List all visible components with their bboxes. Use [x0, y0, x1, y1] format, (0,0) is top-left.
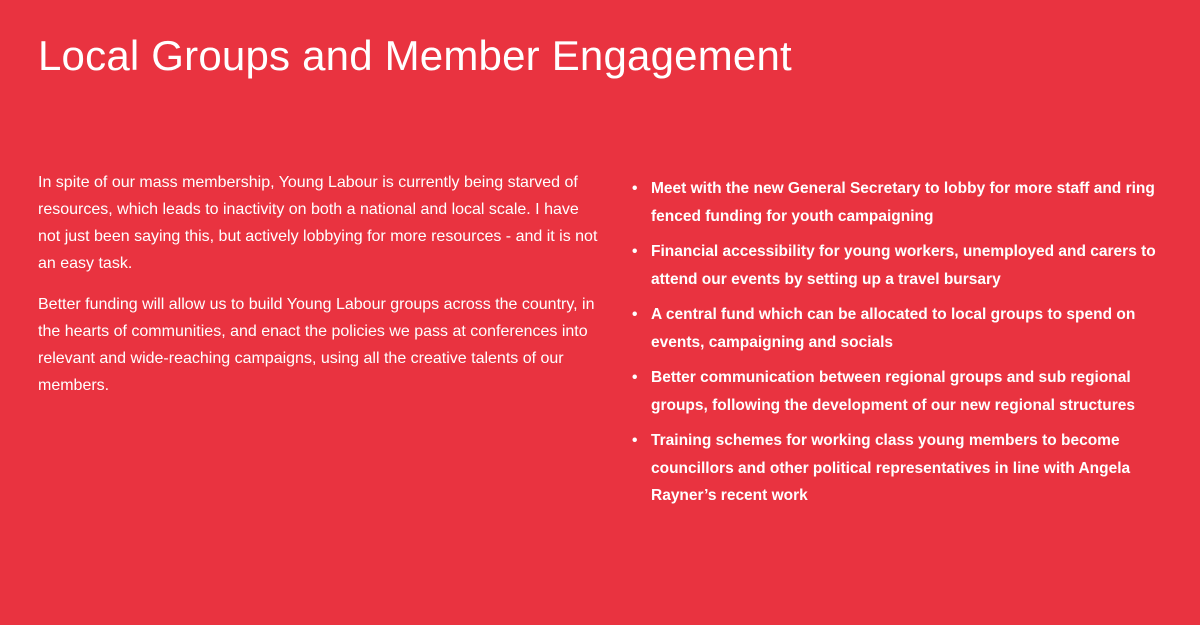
bullet-icon: •	[632, 369, 638, 386]
list-item	[632, 238, 1182, 293]
bullet-icon: •	[632, 432, 638, 449]
list-item-text: Training schemes for working class young members to become councillors and other political representatives in line with Angela Rayner’s recent work	[651, 432, 1131, 504]
funding-paragraph: Better funding will allow us to build Young Labour groups across the country, in the hearts of communities, and enact the policies we pass at conferences into relevant and wide-reaching campaigns, using all the creative talents of our members.	[38, 296, 595, 394]
list-item	[632, 301, 1182, 356]
intro-paragraph: In spite of our mass membership, Young Labour is currently being starved of resources, which leads to inactivity on both a national and local scale. I have not just been saying this, but actively lobbying for more resources - and it is not an easy task.	[38, 174, 598, 272]
list-item-text: Financial accessibility for young workers, unemployed and carers to attend our events by setting up a travel bursary	[651, 243, 1156, 288]
list-item	[632, 175, 1182, 230]
bullet-icon: •	[632, 243, 638, 260]
list-item	[632, 427, 1182, 510]
bullet-icon: •	[632, 180, 638, 197]
list-item-text: Meet with the new General Secretary to lobby for more staff and ring fenced funding for youth campaigning	[651, 180, 1155, 225]
pledges-column	[632, 175, 1182, 518]
pledges-list	[632, 175, 1182, 510]
list-item-text: A central fund which can be allocated to local groups to spend on events, campaigning and socials	[651, 306, 1136, 351]
list-item	[632, 364, 1182, 419]
bullet-icon: •	[632, 306, 638, 323]
intro-text-column	[38, 169, 598, 413]
list-item-text: Better communication between regional groups and sub regional groups, following the development of our new regional structures	[651, 369, 1135, 414]
page-title: Local Groups and Member Engagement	[38, 32, 792, 79]
